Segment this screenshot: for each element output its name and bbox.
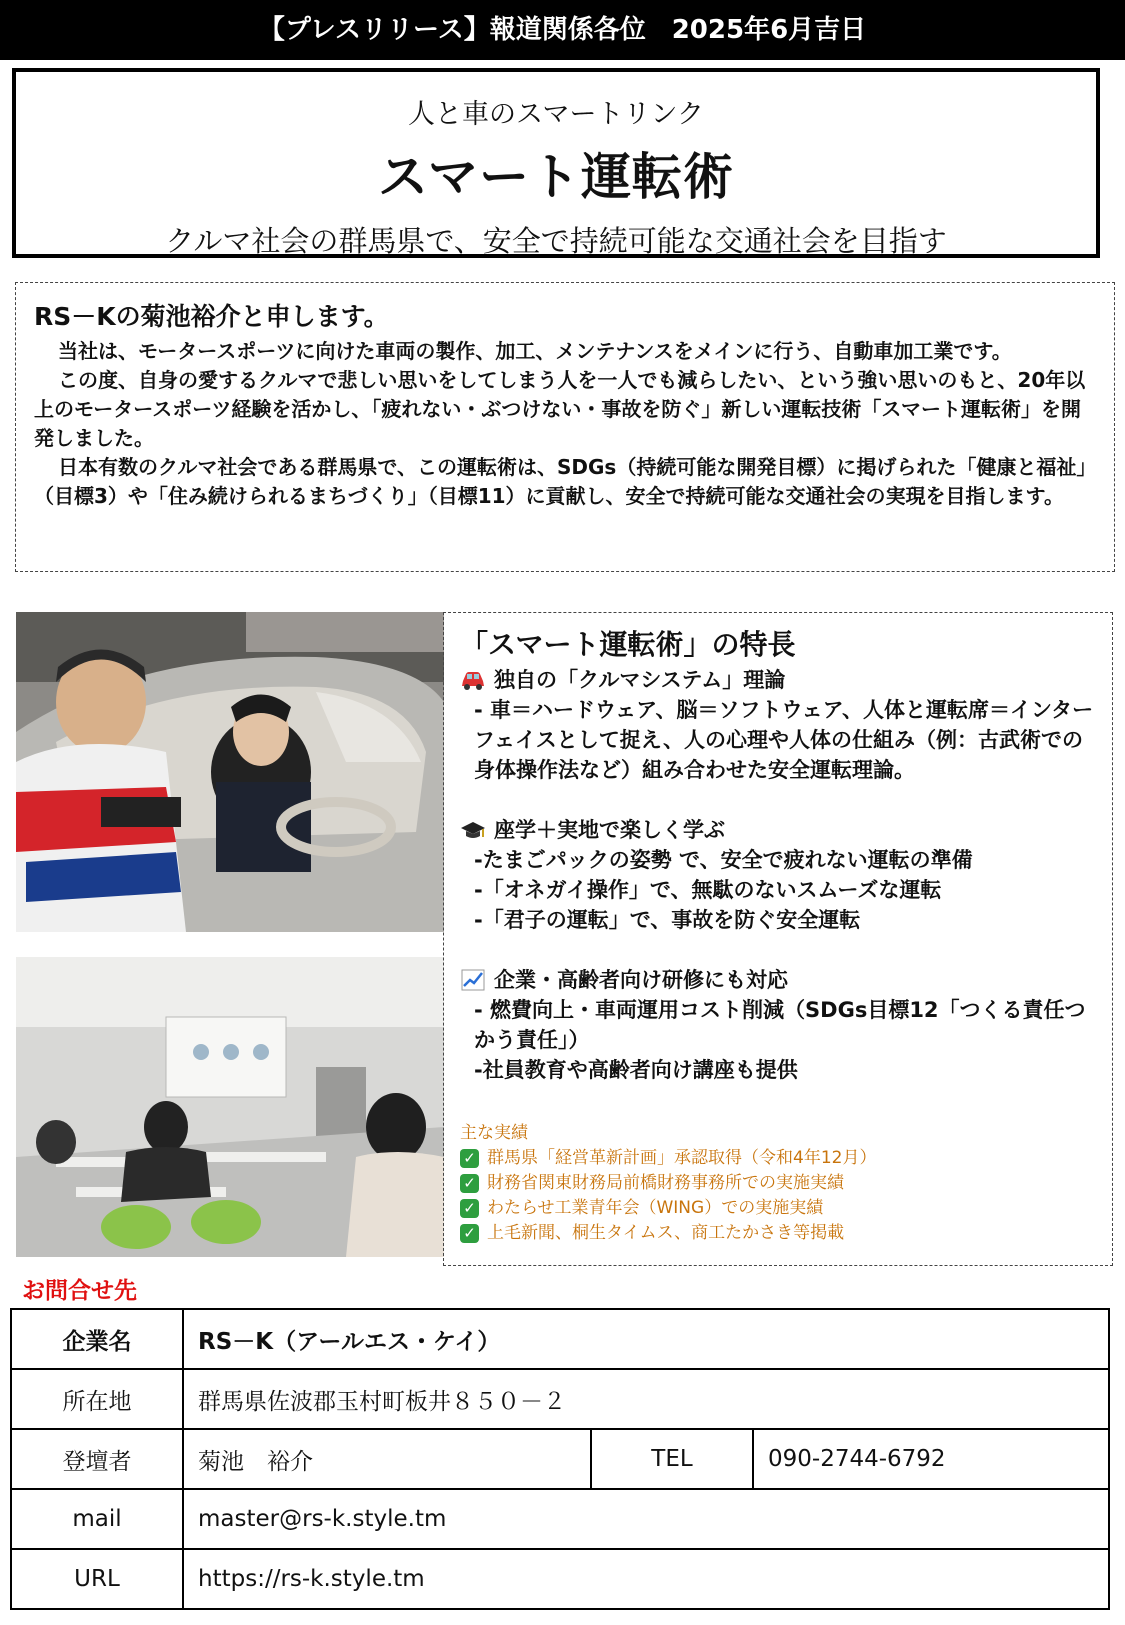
table-row — [11, 1429, 1109, 1489]
feature-line: - 燃費向上・車両運用コスト削減（SDGs目標12「つくる責任つかう責任」） — [474, 998, 1086, 1052]
feature-line: -「オネガイ操作」で、無駄のないスムーズな運転 — [474, 878, 942, 902]
feature-line: -社員教育や高齢者向け講座も提供 — [474, 1058, 798, 1082]
achievement-item: ✓ 上毛新聞、桐生タイムス、商工たかさき等掲載 — [460, 1221, 1098, 1246]
checkmark-icon: ✓ — [460, 1199, 479, 1218]
feature-line: -「君子の運転」で、事故を防ぐ安全運転 — [474, 908, 861, 932]
achievements-title: 主な実績 — [460, 1123, 528, 1143]
title-box — [12, 68, 1100, 258]
features-title: 「スマート運転術」の特長 — [460, 628, 796, 661]
tel-value[interactable]: 090-2744-6792 — [753, 1429, 1109, 1489]
speaker-label: 登壇者 — [11, 1429, 183, 1489]
table-row — [11, 1309, 1109, 1369]
table-row — [11, 1369, 1109, 1429]
feature-heading: 座学＋実地で楽しく学ぶ — [460, 815, 1098, 845]
table-row — [11, 1549, 1109, 1609]
url-link[interactable]: https://rs-k.style.tm — [183, 1549, 1109, 1609]
achievement-item: ✓ わたらせ工業青年会（WING）での実施実績 — [460, 1196, 1098, 1221]
url-label: URL — [11, 1549, 183, 1609]
contact-title: お問合せ先 — [22, 1278, 137, 1304]
subtitle: クルマ社会の群馬県で、安全で持続可能な交通社会を目指す — [165, 224, 947, 258]
achievements — [460, 1121, 1098, 1246]
address-label: 所在地 — [11, 1369, 183, 1429]
feature-heading: 企業・高齢者向け研修にも対応 — [460, 965, 1098, 995]
press-release-banner: 【プレスリリース】報道関係各位 2025年6月吉日 — [0, 0, 1125, 60]
mail-label: mail — [11, 1489, 183, 1549]
seminar-photo — [16, 957, 444, 1257]
intro-paragraph: この度、自身の愛するクルマで悲しい思いをしてしまう人を一人でも減らしたい、という強い思いのもと、20年以上のモータースポーツ経験を活かし、「疲れない・ぶつけない・事故を防ぐ」新しい運転技術「スマート運転術」を開発しました。 — [34, 368, 1086, 450]
address-value: 群馬県佐波郡玉村町板井８５０－２ — [183, 1369, 1109, 1429]
checkmark-icon: ✓ — [460, 1149, 479, 1168]
intro-box — [15, 282, 1115, 572]
intro-heading: RS－Kの菊池裕介と申します。 — [34, 302, 389, 331]
chart-increasing-icon — [460, 969, 486, 991]
tagline: 人と車のスマートリンク — [408, 99, 704, 130]
feature-line: -たまごパックの姿勢 で、安全で疲れない運転の準備 — [474, 848, 973, 872]
car-icon — [460, 669, 486, 691]
feature-line: - 車＝ハードウェア、脳＝ソフトウェア、人体と運転席＝インターフェイスとして捉え、人の心理や人体の仕組み（例：古武術での身体操作法など）組み合わせた安全運転理論。 — [474, 698, 1094, 782]
main-title: スマート運転術 — [378, 148, 734, 206]
company-value: RS－K（アールエス・ケイ） — [183, 1309, 1109, 1369]
checkmark-icon: ✓ — [460, 1174, 479, 1193]
speaker-value: 菊池 裕介 — [183, 1429, 591, 1489]
table-row — [11, 1489, 1109, 1549]
mail-value[interactable]: master@rs-k.style.tm — [183, 1489, 1109, 1549]
tel-label: TEL — [591, 1429, 753, 1489]
car-instruction-photo — [16, 612, 444, 932]
feature-heading: 独自の「クルマシステム」理論 — [460, 665, 1098, 695]
achievement-item: ✓ 財務省関東財務局前橋財務事務所での実施実績 — [460, 1171, 1098, 1196]
achievement-item: ✓ 群馬県「経営革新計画」承認取得（令和4年12月） — [460, 1146, 1098, 1171]
intro-paragraph: 日本有数のクルマ社会である群馬県で、この運転術は、SDGs（持続可能な開発目標）に掲げられた「健康と福祉」（目標3）や「住み続けられるまちづくり」（目標11）に貢献し、安全で持続可能な交通社会の実現を目指します。 — [34, 455, 1097, 508]
intro-paragraph: 当社は、モータースポーツに向けた車両の製作、加工、メンテナンスをメインに行う、自動車加工業です。 — [58, 339, 1012, 363]
contact-table — [10, 1308, 1110, 1610]
checkmark-icon: ✓ — [460, 1224, 479, 1243]
company-label: 企業名 — [11, 1309, 183, 1369]
features-box — [443, 612, 1113, 1266]
graduation-cap-icon — [460, 819, 486, 841]
